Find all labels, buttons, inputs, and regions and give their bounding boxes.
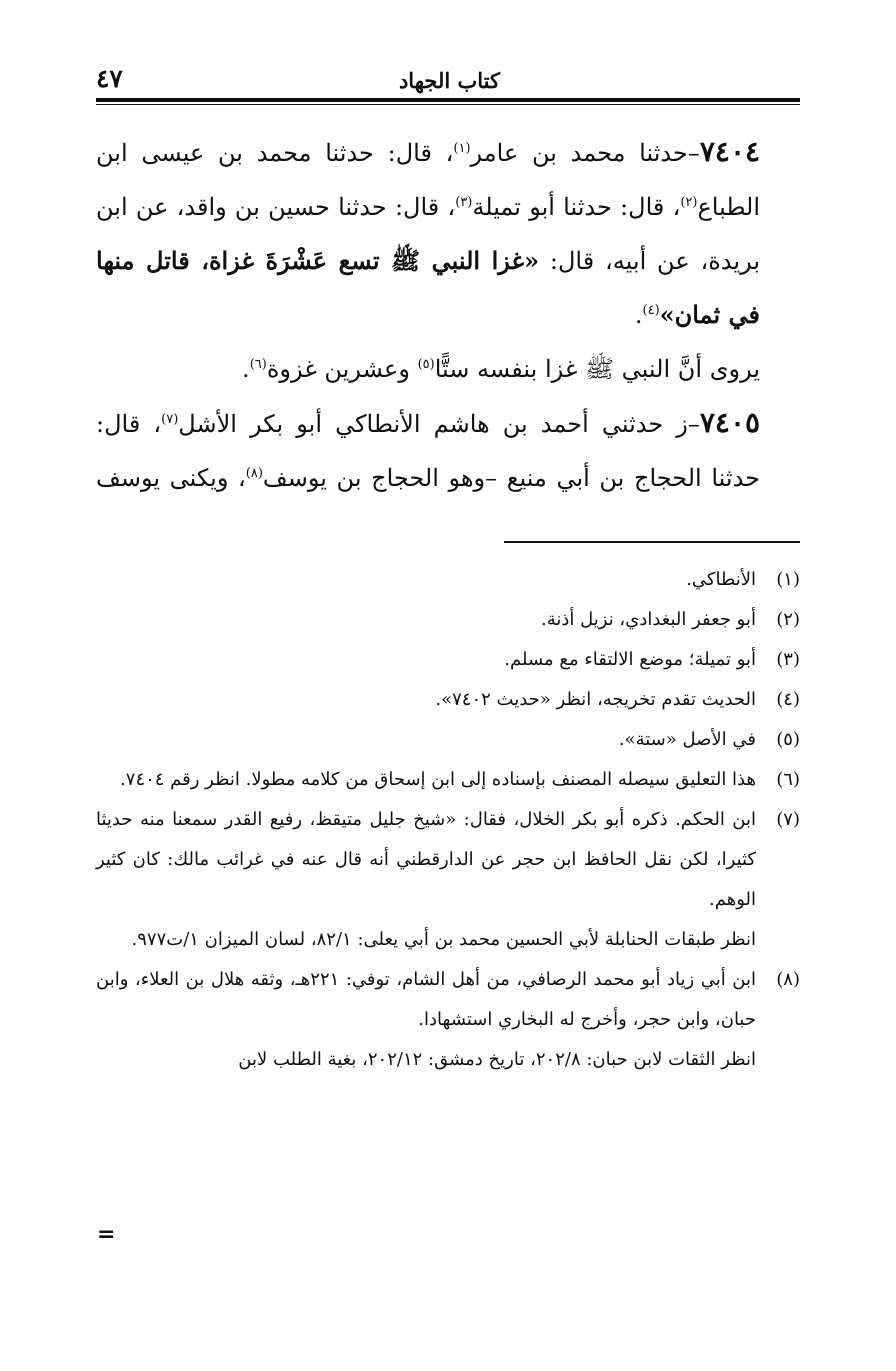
hadith-number: ٧٤٠٤	[699, 135, 761, 168]
footnote-text: الحديث تقدم تخريجه، انظر «حديث ٧٤٠٢».	[435, 689, 756, 710]
footnote-ref: (٨)	[245, 466, 263, 481]
footnote-ref: (٣)	[455, 195, 473, 210]
footnote-text: أبو تميلة؛ موضع الالتقاء مع مسلم.	[504, 649, 756, 670]
footnote-2	[96, 600, 800, 640]
footnote-number: (١)	[776, 569, 800, 590]
footnote-text: ابن أبي زياد أبو محمد الرصافي، من أهل الشام، توفي: ٢٢١هـ، وثقه هلال بن العلاء، وابن حبان، وابن حجر، وأخرج له البخاري استشهادا.	[96, 969, 756, 1030]
footnote-number: (٤)	[776, 689, 800, 710]
footnote-1	[96, 560, 800, 600]
main-text	[96, 125, 800, 505]
footnote-number: (٢)	[776, 609, 800, 630]
hadith-7404: ٧٤٠٤–حدثنا محمد بن عامر$^{(١)}$، قال: حدثنا محمد بن عيسى ابن الطباع$^{(٢)}$، قال: حدثنا أبو تميلة$^{(٣)}$، قال: حدثنا حسين بن واقد، عن ابن بريدة، عن أبيه، قال: «غزا النبي ﷺ تسع عَشْرَةَ غزاة، قاتل منها في ثمان»$^{(٤)}$.	[96, 135, 761, 329]
continuation-mark: =	[97, 1222, 116, 1247]
footnote-ref: (٧)	[161, 412, 179, 427]
commentary-paragraph: يروى أنَّ النبي ﷺ غزا بنفسه ستًّا$^{(٥)}$ وعشرين غزوة$^{(٦)}$.	[242, 355, 760, 383]
footnote-text: الأنطاكي.	[686, 569, 756, 590]
footnote-6	[96, 760, 800, 800]
footnote-separator	[504, 541, 800, 543]
footnote-8-reference: انظر الثقات لابن حبان: ٢٠٢/٨، تاريخ دمشق: ٢٠٢/١٢، بغية الطلب لابن	[238, 1049, 756, 1070]
footnote-text: ابن الحكم. ذكره أبو بكر الخلال، فقال: «شيخ جليل متيقظ، رفيع القدر سمعنا منه حديثا كثيرا، لكن نقل الحافظ ابن حجر عن الدارقطني أنه قال عنه في غرائب مالك: كان كثير الوهم.	[96, 809, 757, 910]
footnote-ref: (١)	[453, 141, 471, 156]
footnotes	[96, 560, 800, 1080]
header-rule-thin	[96, 104, 800, 105]
footnote-text: هذا التعليق سيصله المصنف بإسناده إلى ابن إسحاق من كلامه مطولا. انظر رقم ٧٤٠٤.	[120, 769, 756, 790]
footnote-3	[96, 640, 800, 680]
footnote-number: (٥)	[776, 729, 800, 750]
footnote-text: في الأصل «ستة».	[618, 729, 756, 750]
header-rule	[96, 98, 800, 102]
footnote-ref: (٤)	[642, 303, 660, 318]
footnote-ref: (٦)	[249, 357, 267, 372]
footnote-4	[96, 680, 800, 720]
hadith-quote: «غزا النبي ﷺ تسع عَشْرَةَ غزاة، قاتل منها في ثمان»	[96, 246, 760, 329]
footnote-number: (٦)	[776, 769, 800, 790]
running-header	[96, 66, 800, 102]
footnote-ref: (٢)	[680, 195, 698, 210]
footnote-7	[96, 800, 800, 920]
footnote-text: أبو جعفر البغدادي، نزيل أذنة.	[541, 609, 756, 630]
footnote-number: (٣)	[776, 649, 800, 670]
footnote-8	[96, 960, 800, 1040]
footnote-ref: (٥)	[417, 357, 435, 372]
book-title: كتاب الجهاد	[398, 68, 500, 93]
hadith-7405: ٧٤٠٥–ز حدثني أحمد بن هاشم الأنطاكي أبو بكر الأشل$^{(٧)}$، قال: حدثنا الحجاج بن أبي منيع –وهو الحجاج بن يوسف$^{(٨)}$، ويكنى يوسف	[96, 406, 761, 492]
footnote-number: (٧)	[776, 809, 800, 830]
hadith-number: ٧٤٠٥	[699, 406, 761, 439]
footnote-7-reference: انظر طبقات الحنابلة لأبي الحسين محمد بن أبي يعلى: ٨٢/١، لسان الميزان ١/ت٩٧٧.	[131, 929, 756, 950]
page-number: ٤٧	[96, 64, 123, 93]
footnote-number: (٨)	[776, 969, 800, 990]
footnote-5	[96, 720, 800, 760]
